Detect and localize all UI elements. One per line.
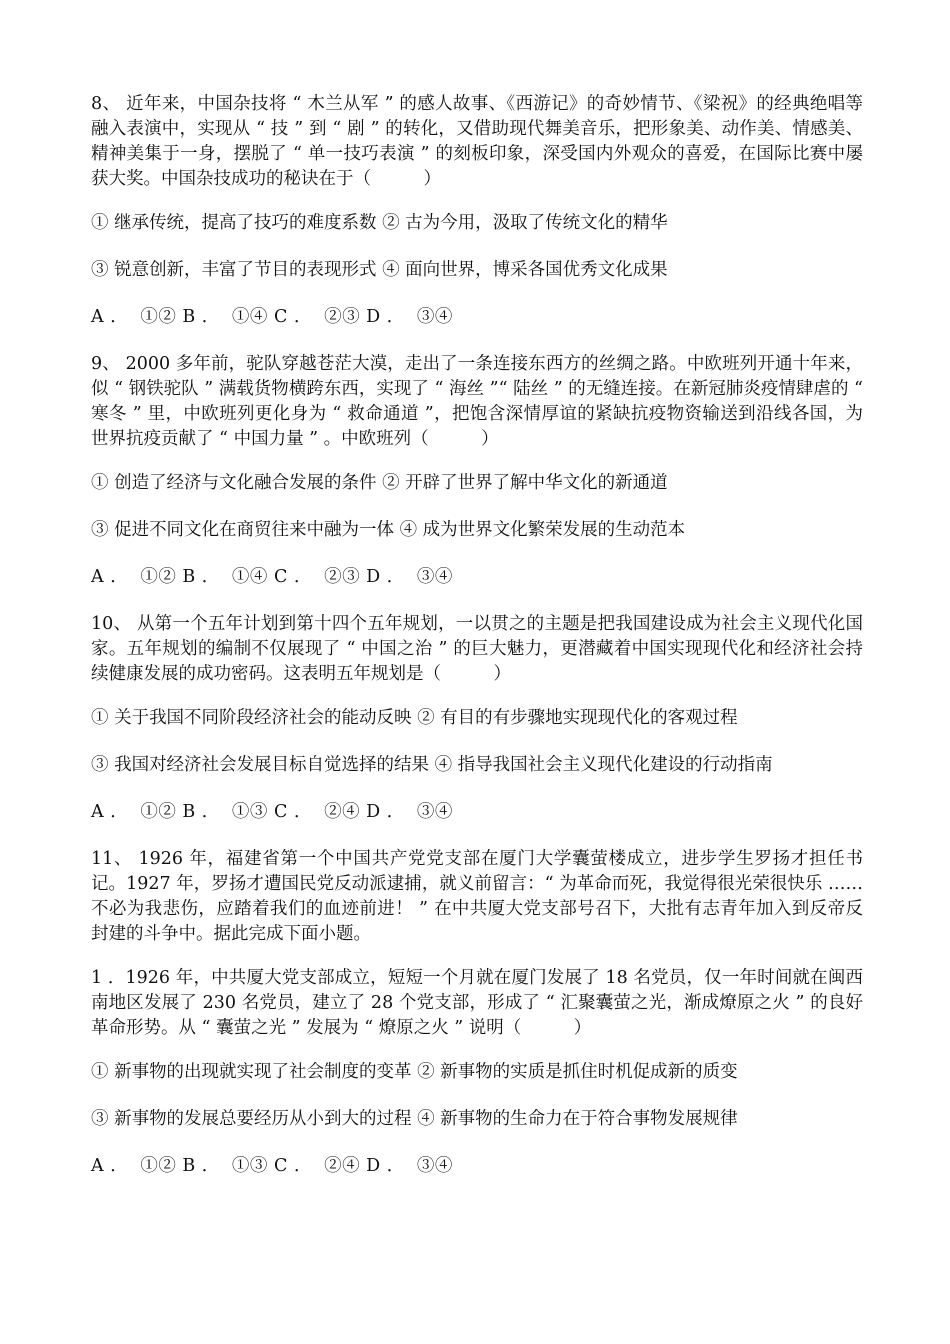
options-line-1: ① 继承传统，提高了技巧的难度系数 ② 古为今用，汲取了传统文化的精华: [91, 213, 668, 233]
exam-page: [91, 92, 863, 1201]
question-stem: 9、 2000 多年前，驼队穿越苍茫大漠，走出了一条连接东西方的丝绸之路。中欧班列开通十年来，似 “ 钢铁驼队 ” 满载货物横跨东西，实现了 “ 海丝 ”“ 陆丝 ” 的无缝连接。在新冠肺炎疫情肆虐的 “ 寒冬 ” 里，中欧班列更化身为 “ 救命通道 ”，把饱含深情厚谊的紧缺抗疫物资输送到沿线各国，为世界抗疫贡献了 “ 中国力量 ” 。中欧班列（ ）: [91, 354, 863, 449]
question-stem: 8、 近年来，中国杂技将 “ 木兰从军 ” 的感人故事、《西游记》的奇妙情节、《梁祝》的经典绝唱等融入表演中，实现从 “ 技 ” 到 “ 剧 ” 的转化，又借助现代舞美音乐，把形象美、动作美、情感美、精神美集于一身，摆脱了 “ 单一技巧表演 ” 的刻板印象，深受国内外观众的喜爱，在国际比赛中屡获大奖。中国杂技成功的秘诀在于（ ）: [91, 94, 863, 189]
options-line-1: ① 创造了经济与文化融合发展的条件 ② 开辟了世界了解中华文化的新通道: [91, 473, 668, 493]
options-line-2: ③ 锐意创新，丰富了节目的表现形式 ④ 面向世界，博采各国优秀文化成果: [91, 260, 668, 280]
options-line-1: ① 关于我国不同阶段经济社会的能动反映 ② 有目的有步骤地实现现代化的客观过程: [91, 708, 738, 728]
question-8: [91, 92, 863, 330]
options-line-1: ① 新事物的出现就实现了社会制度的变革 ② 新事物的实质是抓住时机促成新的质变: [91, 1062, 738, 1082]
answer-choices: A ． ①② B ． ①③ C ． ②④ D ． ③④: [91, 1156, 453, 1176]
question-11: [91, 847, 863, 947]
question-10: [91, 612, 863, 825]
options-line-2: ③ 促进不同文化在商贸往来中融为一体 ④ 成为世界文化繁荣发展的生动范本: [91, 520, 686, 540]
sub-question-1: [91, 966, 863, 1179]
answer-choices: A ． ①② B ． ①④ C ． ②③ D ． ③④: [91, 307, 453, 327]
question-stem: 1 ．1926 年，中共厦大党支部成立，短短一个月就在厦门发展了 18 名党员，仅一年时间就在闽西南地区发展了 230 名党员，建立了 28 个党支部，形成了 “ 汇聚囊萤之光，渐成燎原之火 ” 的良好革命形势。从 “ 囊萤之光 ” 发展为 “ 燎原之火 ” 说明（ ）: [91, 968, 863, 1038]
options-line-2: ③ 新事物的发展总要经历从小到大的过程 ④ 新事物的生命力在于符合事物发展规律: [91, 1109, 738, 1129]
question-stem: 10、 从第一个五年计划到第十四个五年规划，一以贯之的主题是把我国建设成为社会主义现代化国家。五年规划的编制不仅展现了 “ 中国之治 ” 的巨大魅力，更潜藏着中国实现现代化和经济社会持续健康发展的成功密码。这表明五年规划是（ ）: [91, 614, 863, 684]
answer-choices: A ． ①② B ． ①③ C ． ②④ D ． ③④: [91, 802, 453, 822]
question-9: [91, 352, 863, 590]
options-line-2: ③ 我国对经济社会发展目标自觉选择的结果 ④ 指导我国社会主义现代化建设的行动指南: [91, 755, 773, 775]
question-stem: 11、 1926 年，福建省第一个中国共产党党支部在厦门大学囊萤楼成立，进步学生罗扬才担任书记。1927 年，罗扬才遭国民党反动派逮捕，就义前留言：“ 为革命而死，我觉得很光荣很快乐 …… 不必为我悲伤，应踏着我们的血迹前进！ ” 在中共厦大党支部号召下，大批有志青年加入到反帝反封建的斗争中。据此完成下面小题。: [91, 849, 863, 944]
answer-choices: A ． ①② B ． ①④ C ． ②③ D ． ③④: [91, 567, 453, 587]
